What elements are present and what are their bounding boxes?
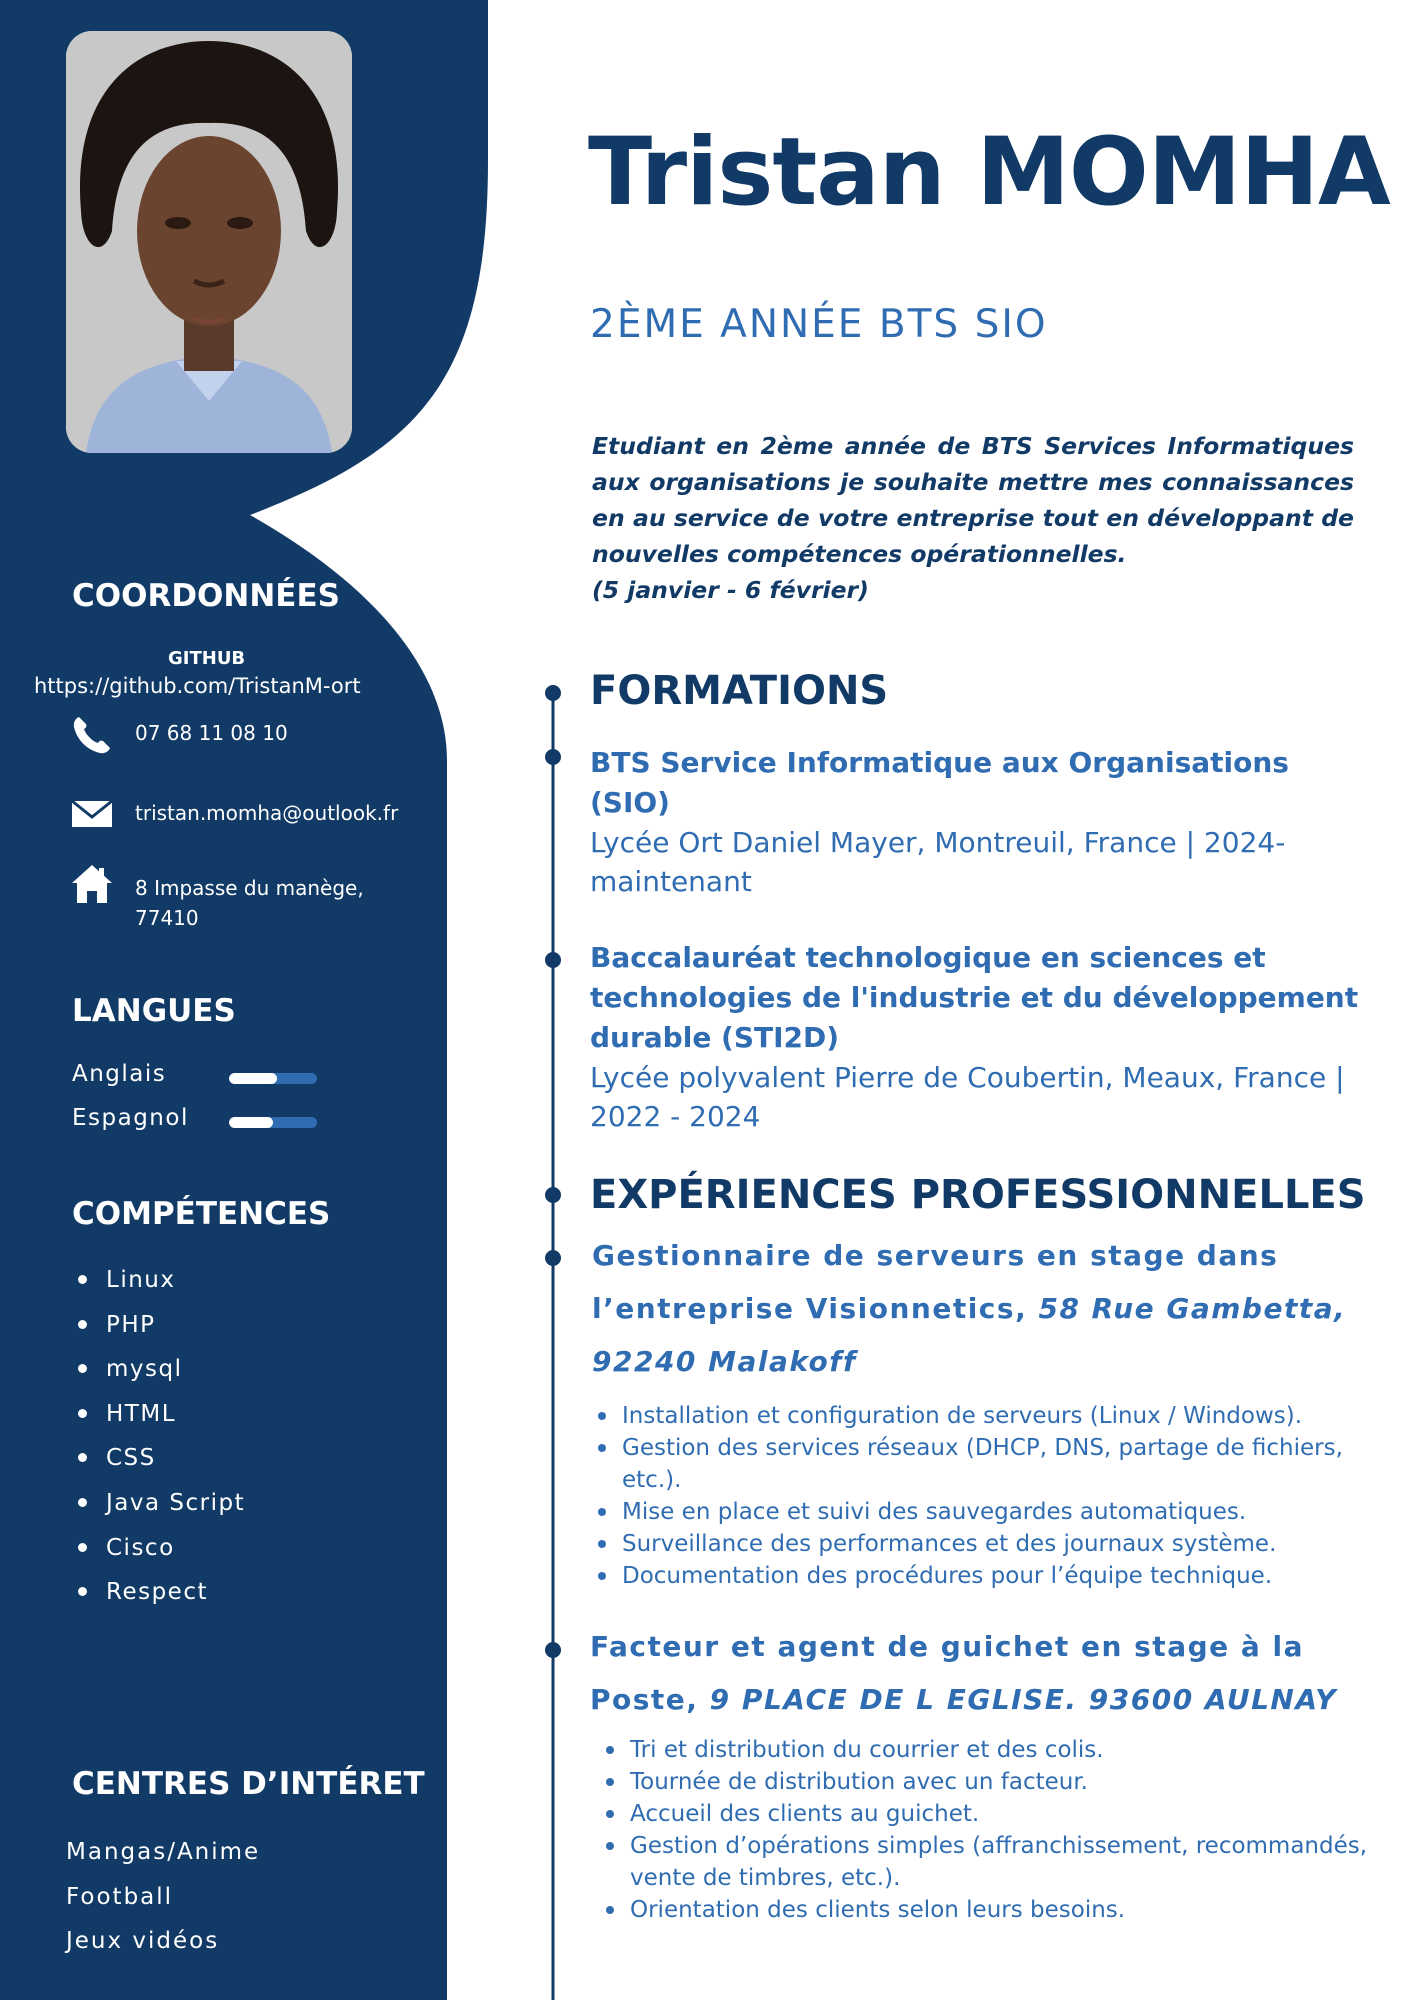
home-icon (70, 862, 114, 906)
formations-heading: FORMATIONS (590, 668, 889, 714)
task-item: Accueil des clients au guichet. (600, 1798, 1400, 1830)
skill-item: HTML (76, 1396, 245, 1441)
language-level-fill (229, 1117, 273, 1128)
experience-title (590, 1673, 1390, 1726)
mail-icon (70, 792, 114, 836)
address-line-1: 8 Impasse du manège, (135, 876, 364, 900)
summary-text: Etudiant en 2ème année de BTS Services Informatiques aux organisations je souhaite mettre mes connaissances en au service de votre entreprise tout en développant de nouvelles compétences opérationnelles. (592, 432, 1354, 568)
candidate-name: Tristan MOMHA (588, 118, 1390, 227)
experiences-heading: EXPÉRIENCES PROFESSIONNELLES (590, 1172, 1366, 1218)
experience-title: Facteur et agent de guichet en stage à la (590, 1630, 1305, 1663)
formation-title: Baccalauréat technologique en sciences et (590, 941, 1266, 974)
task-item: Gestion des services réseaux (DHCP, DNS, partage de fichiers, etc.). (592, 1432, 1372, 1496)
task-item: Orientation des clients selon leurs besoins. (600, 1894, 1400, 1926)
experience-item (592, 1229, 1382, 1388)
phone-icon (70, 713, 114, 757)
task-item: Gestion d’opérations simples (affranchissement, recommandés, vente de timbres, etc.). (600, 1830, 1400, 1894)
email-address[interactable]: tristan.momha@outlook.fr (135, 801, 399, 825)
experience-item (590, 1620, 1390, 1726)
formation-title: technologies de l'industrie et du développement (590, 981, 1359, 1014)
language-row (72, 1061, 332, 1095)
summary (592, 428, 1354, 608)
address (135, 873, 364, 933)
formation-item (590, 743, 1350, 901)
language-level-fill (229, 1073, 277, 1084)
skill-item: CSS (76, 1440, 245, 1485)
skill-item: Respect (76, 1574, 245, 1619)
language-name: Anglais (72, 1061, 167, 1087)
skill-item: Linux (76, 1262, 245, 1307)
github-link[interactable]: https://github.com/TristanM-ort (34, 674, 361, 698)
experience-tasks (600, 1734, 1400, 1926)
experience-address: 92240 Malakoff (592, 1345, 857, 1378)
skill-item: PHP (76, 1307, 245, 1352)
formation-title: BTS Service Informatique aux Organisations (SIO) (590, 746, 1289, 819)
interest-item: Football (66, 1883, 174, 1910)
phone-number[interactable]: 07 68 11 08 10 (135, 721, 288, 745)
formation-detail: 2022 - 2024 (590, 1100, 761, 1133)
experience-tasks (592, 1400, 1372, 1592)
summary-dates: (5 janvier - 6 février) (592, 576, 869, 604)
formation-detail: Lycée polyvalent Pierre de Coubertin, Meaux, France | (590, 1061, 1345, 1094)
skill-item: Java Script (76, 1485, 245, 1530)
candidate-subtitle: 2ÈME ANNÉE BTS SIO (590, 302, 1048, 347)
language-level-bar (229, 1117, 317, 1128)
skills-heading: COMPÉTENCES (72, 1196, 331, 1232)
task-item: Tri et distribution du courrier et des colis. (600, 1734, 1400, 1766)
task-item: Mise en place et suivi des sauvegardes automatiques. (592, 1496, 1372, 1528)
experience-company: l’entreprise Visionnetics, (592, 1292, 1028, 1325)
skill-item: Cisco (76, 1530, 245, 1575)
skill-item: mysql (76, 1351, 245, 1396)
experience-company: Poste, (590, 1683, 699, 1716)
experience-address: 9 PLACE DE L EGLISE. 93600 AULNAY (698, 1683, 1338, 1716)
interests-heading: CENTRES D’INTÉRET (72, 1766, 425, 1802)
experience-address: 58 Rue Gambetta, (1027, 1292, 1347, 1325)
formation-item (590, 938, 1370, 1136)
formation-detail: maintenant (590, 865, 752, 898)
language-row (72, 1105, 332, 1139)
language-level-bar (229, 1073, 317, 1084)
formation-title: durable (STI2D) (590, 1021, 840, 1054)
task-item: Surveillance des performances et des journaux système. (592, 1528, 1372, 1560)
task-item: Documentation des procédures pour l’équipe technique. (592, 1560, 1372, 1592)
experience-title (592, 1335, 1382, 1388)
languages-heading: LANGUES (72, 993, 236, 1029)
address-line-2: 77410 (135, 906, 199, 930)
profile-photo (66, 31, 352, 453)
task-item: Tournée de distribution avec un facteur. (600, 1766, 1400, 1798)
experience-title: Gestionnaire de serveurs en stage dans (592, 1239, 1279, 1272)
interest-item: Mangas/Anime (66, 1839, 261, 1865)
interests-list (66, 1834, 260, 1968)
formation-detail: Lycée Ort Daniel Mayer, Montreuil, France | 2024- (590, 826, 1286, 859)
experience-title (592, 1282, 1382, 1335)
interest-item: Jeux vidéos (66, 1928, 220, 1955)
skills-list (76, 1262, 245, 1619)
contact-heading: COORDONNÉES (72, 578, 340, 614)
language-name: Espagnol (72, 1105, 189, 1131)
github-label: GITHUB (168, 648, 246, 669)
task-item: Installation et configuration de serveurs (Linux / Windows). (592, 1400, 1372, 1432)
